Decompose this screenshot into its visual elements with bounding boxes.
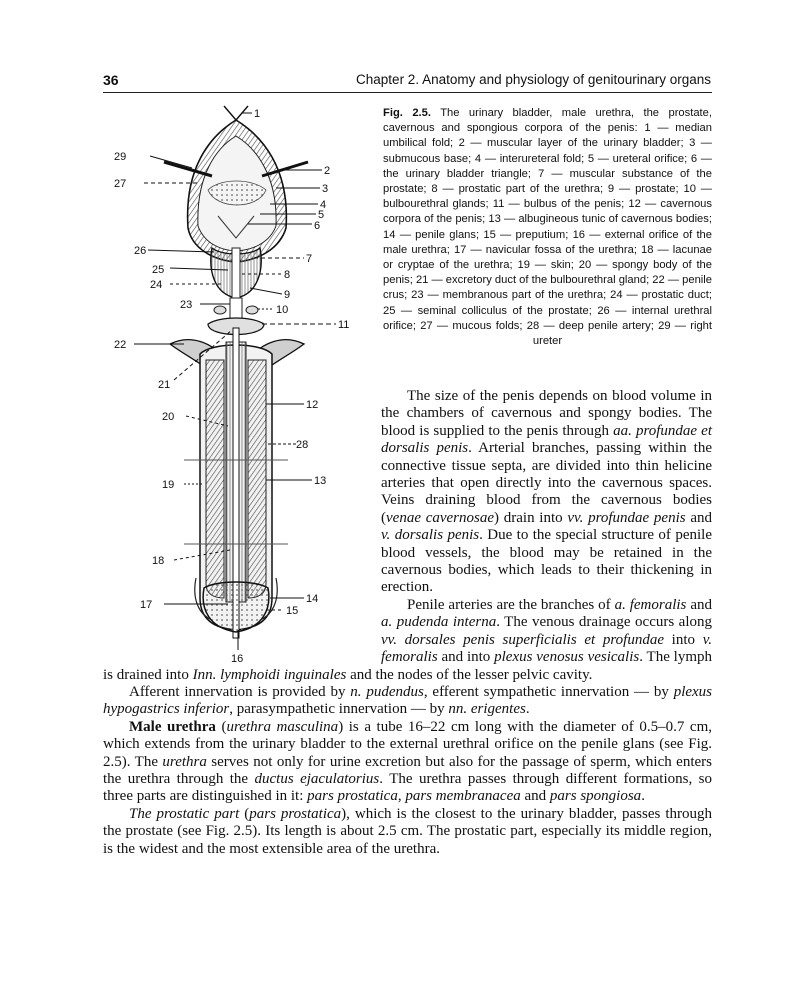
page-header [103, 72, 711, 92]
paragraph [103, 806, 712, 858]
figure-label: 7 [306, 253, 313, 265]
figure-label: 17 [140, 599, 153, 611]
running-title: Chapter 2. Anatomy and physiology of genitourinary organs [356, 72, 711, 87]
figure-label: 15 [286, 605, 299, 617]
latin-term: Inn. lymphoidi inguinales [192, 666, 347, 683]
latin-term: plexus venosus vesicalis [494, 649, 640, 666]
paragraph [103, 719, 712, 806]
text-run: and the nodes of the lesser pelvic cavity. [346, 666, 593, 683]
figure-label: 28 [296, 439, 309, 451]
text-run: . The venous drainage occurs along [496, 614, 712, 631]
figure-label: 13 [314, 475, 327, 487]
figure-label: 4 [320, 199, 327, 211]
figure-label: 10 [276, 304, 289, 316]
latin-term: a. pudenda interna [381, 614, 497, 631]
figure-label: 18 [152, 555, 165, 567]
figure-label: 14 [306, 593, 319, 605]
latin-term: a. femoralis [614, 596, 687, 613]
text-run: . The urethra passes through different formations, so three parts are distinguished in it: [103, 770, 713, 805]
latin-term: pars membranacea [405, 788, 521, 805]
text-run: and [520, 788, 550, 805]
text-run: , parasympathetic innervation — by [229, 701, 449, 718]
figure-label: 29 [114, 151, 127, 163]
caption-text: The urinary bladder, male urethra, the prostate, cavernous and spongious corpora of the penis: 1 — median umbilical fold; 2 — muscular layer of the urinary bladder; 3 — submucous base; 4 — interureteral fold; 5 — ureteral orifice; 6 — the urinary bladder triangle; 7 — muscular substance of the prostate; 8 — prostatic part of the urethra; 9 — prostate; 10 — bulbourethral glands; 11 — bulbus of the penis; 12 — cavernous corpora of the penis; 13 — albugineous tunic of cavernous bodies; 14 — penile glans; 15 — preputium; 16 — external orifice of the male urethra; 17 — navicular fossa of the urethra; 18 — lacunae or cryptae of the urethra; 19 — skin; 20 — spongy body of the penis; 21 — excretory duct of the bulbourethral gland; 22 — penile crus; 23 — membranous part of the urethra; 24 — prostatic duct; 25 — seminal colliculus of the prostate; 26 — internal urethral orifice; 27 — mucous folds; 28 — deep penile artery; 29 — right ureter [383, 107, 712, 348]
figure-label: 1 [254, 108, 261, 120]
text-run: . [525, 701, 530, 718]
latin-term: v. dorsalis penis [381, 527, 480, 544]
paragraph [103, 684, 712, 719]
text-run: into [663, 631, 703, 648]
text-run: The size of the penis depends on blood volume in the chambers of cavernous and spongy bodies. The blood is supplied to the penis through [381, 388, 712, 439]
latin-term: plexus hypogastrics inferior [103, 683, 713, 718]
figure-label: 12 [306, 399, 319, 411]
text-run: and [686, 596, 712, 613]
latin-term: vv. dorsales penis superficialis et profundae [381, 631, 664, 648]
text-run: , [397, 788, 406, 805]
text-run: Afferent innervation is provided by [129, 683, 351, 700]
urinary-bladder-drawing [164, 106, 308, 262]
term-heading: Male urethra [129, 718, 216, 735]
text-run: ) drain into [494, 509, 568, 526]
figure-label: 23 [180, 299, 193, 311]
figure-label: 21 [158, 379, 171, 391]
text-run: . The lymph is drained into [103, 649, 713, 683]
text-run: Penile arteries are the branches of [407, 596, 615, 613]
latin-term: pars spongiosa [549, 788, 642, 805]
figure-label: 24 [150, 279, 163, 291]
text-run: serves not only for urine excretion but also for the passage of sperm, which enters the urethra through the [103, 753, 712, 787]
text-run: . [641, 788, 645, 805]
figure-label: 2 [324, 165, 331, 177]
figure-label: 27 [114, 178, 127, 190]
page-number: 36 [103, 72, 119, 88]
latin-term: urethra [162, 753, 207, 770]
figure-label: 19 [162, 479, 175, 491]
body-text [103, 388, 712, 858]
figure-label: 5 [318, 209, 325, 221]
figure-label: 22 [114, 339, 127, 351]
figure-label: 9 [284, 289, 291, 301]
text-run: , efferent sympathetic innervation — by [423, 683, 674, 700]
latin-term: aa. profundae et dorsalis penis [381, 422, 712, 457]
text-run: ( [215, 718, 227, 735]
latin-term: pars prostatica [249, 805, 342, 822]
text-run: . Due to the special structure of penile blood vessels, the blood may be retained in the cavernous bodies, which leads to their thickening in erection. [381, 527, 712, 596]
latin-term: venae cavernosae [386, 509, 495, 526]
prostate-drawing [211, 248, 261, 300]
figure-label: 26 [134, 245, 147, 257]
figure-label: 20 [162, 411, 175, 423]
caption-label: Fig. 2.5. [383, 107, 431, 119]
latin-term: ductus ejaculatorius [254, 770, 380, 787]
text-run: ( [239, 805, 250, 822]
latin-term: The prostatic part [129, 805, 240, 822]
text-run: and into [437, 649, 495, 666]
text-run: ) is a tube 16–22 cm long with the diameter of 0.5–0.7 cm, which extends from the urinary bladder to the external urethral orifice on the penile glans (see Fig. 2.5). The [103, 718, 712, 770]
header-rule [103, 92, 712, 93]
latin-term: pars prostatica [307, 788, 398, 805]
figure-label: 11 [338, 319, 350, 331]
latin-term: v. femoralis [381, 631, 712, 666]
latin-term: n. pudendus [350, 683, 424, 700]
text-run: and [685, 509, 712, 526]
figure-wrap-space [103, 388, 381, 660]
figure-caption [383, 106, 712, 349]
text-run: ), which is the closest to the urinary bladder, passes through the prostate (see Fig. 2.5). Its length is about 2.5 cm. The prostatic part, especially its middle region, is the widest and the most extensible area of the urethra. [103, 805, 712, 857]
latin-term: vv. profundae penis [567, 509, 686, 526]
figure-label: 25 [152, 264, 165, 276]
figure-label: 8 [284, 269, 291, 281]
figure-label: 6 [314, 220, 321, 232]
text-run: . Arterial branches, passing within the connective tissue septa, are divided into thin helicine arteries that open directly into the cavernous spaces. Veins draining blood from the cavernous bodies ( [381, 440, 713, 526]
latin-term: urethra masculina [226, 718, 339, 735]
latin-term: nn. erigentes [448, 701, 526, 718]
figure-label: 16 [231, 653, 244, 665]
figure-label: 3 [322, 183, 329, 195]
